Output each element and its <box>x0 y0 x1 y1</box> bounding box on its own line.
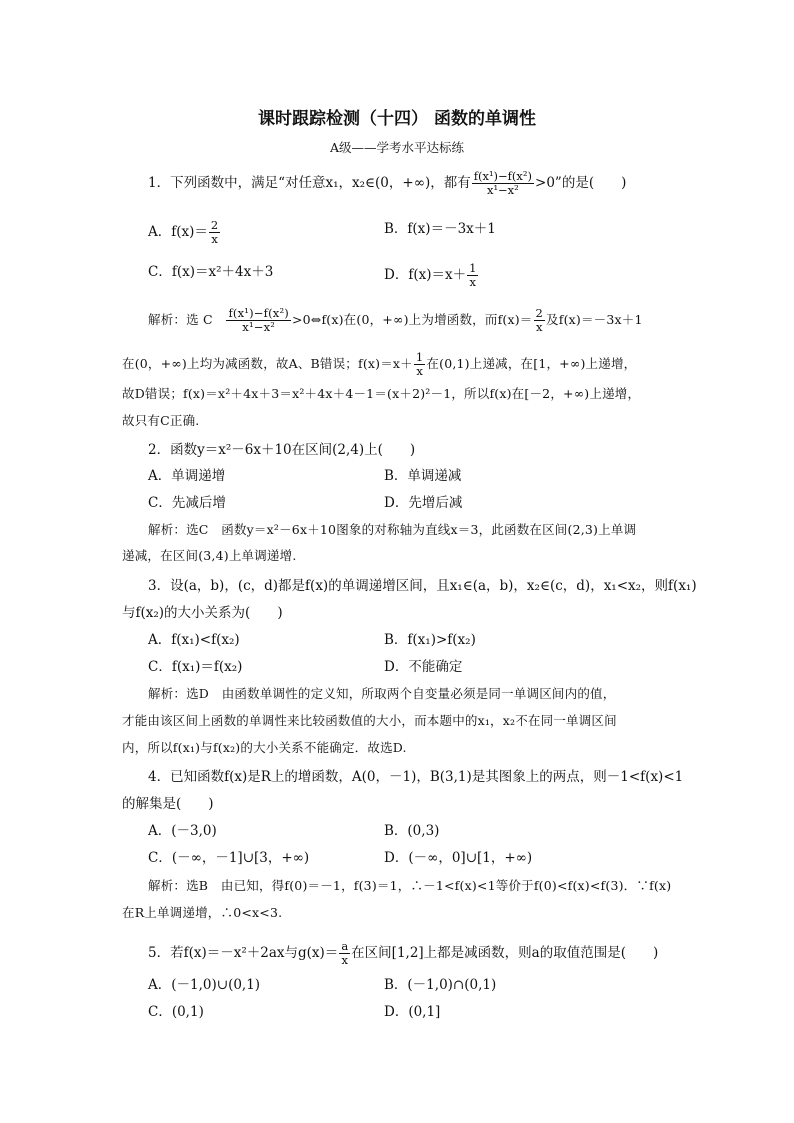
q5-option-c: C．(0,1) <box>148 1004 204 1020</box>
q5-stem-text-a: 5．若f(x)＝－x²＋2ax与g(x)＝ <box>148 945 339 961</box>
q2-option-c: C．先减后增 <box>148 495 226 511</box>
q5-fraction-denominator: x <box>341 953 348 967</box>
question-4-stem-line-2: 的解集是( ) <box>122 796 214 812</box>
q1-analysis2-fraction <box>414 351 426 378</box>
q1-option-d-fraction <box>467 262 478 289</box>
q2-option-a: A．单调递增 <box>148 468 226 484</box>
q4-option-c: C．(－∞，－1]∪[3，+∞) <box>148 850 310 866</box>
q1-stem-text-a: 1．下列函数中，满足“对任意x₁，x₂∈(0，+∞)，都有 <box>148 175 471 191</box>
q4-option-b: B．(0,3) <box>384 823 440 839</box>
question-5-stem <box>148 940 658 967</box>
q4-analysis-line-1: 解析：选B 由已知，得f(0)＝－1，f(3)＝1，∴－1<f(x)<1等价于f(0)<f(x)<f(3)．∵f(x) <box>148 878 672 893</box>
q1-analysis-fraction <box>226 307 291 334</box>
q3-analysis-line-2: 才能由该区间上函数的单调性来比较函数值的大小，而本题中的x₁，x₂不在同一单调区间 <box>122 713 617 728</box>
q5-stem-fraction <box>339 940 350 967</box>
q3-option-b: B．f(x₁)>f(x₂) <box>384 632 476 648</box>
q1-analysis2-text-b: 在(0,1)上递减，在[1，+∞)上递增， <box>426 356 637 371</box>
q1-analysis-line-1 <box>148 307 643 334</box>
q1-analysis-line-2 <box>122 351 636 378</box>
q3-analysis-line-1: 解析：选D 由函数单调性的定义知，所取两个自变量必须是同一单调区间内的值， <box>148 686 616 701</box>
q1-option-a-numerator: 2 <box>210 218 219 232</box>
q5-option-b: B．(－1,0)∩(0,1) <box>384 977 497 993</box>
q3-option-d: D．不能确定 <box>384 659 463 675</box>
q5-stem-text-b: 在区间[1,2]上都是减函数，则a的取值范围是( ) <box>351 945 659 961</box>
q1-stem-text-b: >0”的是( ) <box>535 175 627 191</box>
q1-option-d-numerator: 1 <box>469 261 477 275</box>
q5-option-d: D．(0,1] <box>384 1004 441 1020</box>
q1-analysis-denominator: x¹−x² <box>242 320 276 334</box>
q2-option-b: B．单调递减 <box>384 468 462 484</box>
q4-analysis-line-2: 在R上单调递增，∴0<x<3. <box>122 905 283 920</box>
question-4-stem-line-1: 4．已知函数f(x)是R上的增函数，A(0，－1)，B(3,1)是其图象上的两点，则－1<f(x)<1 <box>148 769 684 785</box>
q1-option-c: C．f(x)＝x²＋4x＋3 <box>148 264 274 280</box>
q1-analysis2-numerator: 1 <box>415 350 424 364</box>
q1-analysis-fraction-2 <box>534 307 546 334</box>
section-subtitle: A级——学考水平达标练 <box>329 140 465 155</box>
q1-option-d <box>384 262 479 289</box>
q2-option-d: D．先增后减 <box>384 495 463 511</box>
q1-analysis-numerator: f(x¹)−f(x²) <box>228 306 289 320</box>
q1-option-a-text: A．f(x)＝ <box>148 224 208 240</box>
question-1-stem <box>148 170 626 197</box>
q1-option-a <box>148 219 221 246</box>
q1-analysis-text-a: 解析：选 C <box>148 312 226 327</box>
q3-option-a: A．f(x₁)<f(x₂) <box>148 632 240 648</box>
q1-analysis-numerator-2: 2 <box>535 306 544 320</box>
page-title: 课时跟踪检测（十四） 函数的单调性 <box>258 109 536 129</box>
q1-option-b: B．f(x)＝－3x＋1 <box>384 221 496 237</box>
q1-analysis-denominator-2: x <box>535 320 543 334</box>
q1-option-a-fraction <box>209 219 220 246</box>
q1-analysis2-denominator: x <box>416 364 423 378</box>
q1-analysis2-text-a: 在(0，+∞)上均为减函数，故A、B错误；f(x)＝x＋ <box>122 356 413 371</box>
q3-analysis-line-3: 内，所以f(x₁)与f(x₂)的大小关系不能确定．故选D. <box>122 740 407 755</box>
q1-analysis-line-4: 故只有C正确. <box>122 413 200 428</box>
q3-option-c: C．f(x₁)＝f(x₂) <box>148 659 243 675</box>
question-3-stem-line-2: 与f(x₂)的大小关系为( ) <box>122 605 283 621</box>
q1-option-d-denominator: x <box>469 275 476 289</box>
q5-fraction-numerator: a <box>341 939 349 953</box>
q1-analysis-text-c: 及f(x)＝－3x＋1 <box>546 312 643 327</box>
q2-analysis-line-1: 解析：选C 函数y＝x²－6x＋10图象的对称轴为直线x＝3，此函数在区间(2,3)上单调 <box>148 522 637 537</box>
q1-option-d-text: D．f(x)＝x＋ <box>384 267 467 283</box>
q1-fraction-denominator: x¹−x² <box>486 183 519 197</box>
q2-analysis-line-2: 递减，在区间(3,4)上单调递增. <box>122 548 297 563</box>
q1-option-a-denominator: x <box>211 232 218 246</box>
q1-stem-fraction <box>472 170 534 197</box>
q1-analysis-text-b: >0⇔f(x)在(0，+∞)上为增函数，而f(x)＝ <box>291 312 533 327</box>
q1-analysis-line-3: 故D错误；f(x)＝x²＋4x＋3＝x²＋4x＋4－1＝(x＋2)²－1，所以f(x)在[－2，+∞)上递增， <box>122 386 641 401</box>
q5-option-a: A．(－1,0)∪(0,1) <box>148 977 261 993</box>
question-3-stem-line-1: 3．设(a，b)，(c，d)都是f(x)的单调递增区间，且x₁∈(a，b)，x₂∈(c，d)，x₁<x₂，则f(x₁) <box>148 578 697 594</box>
q1-fraction-numerator: f(x¹)−f(x²) <box>473 169 533 183</box>
q4-option-d: D．(－∞，0]∪[1，+∞) <box>384 850 533 866</box>
question-2-stem: 2．函数y＝x²－6x＋10在区间(2,4)上( ) <box>148 442 416 458</box>
q4-option-a: A．(－3,0) <box>148 823 217 839</box>
